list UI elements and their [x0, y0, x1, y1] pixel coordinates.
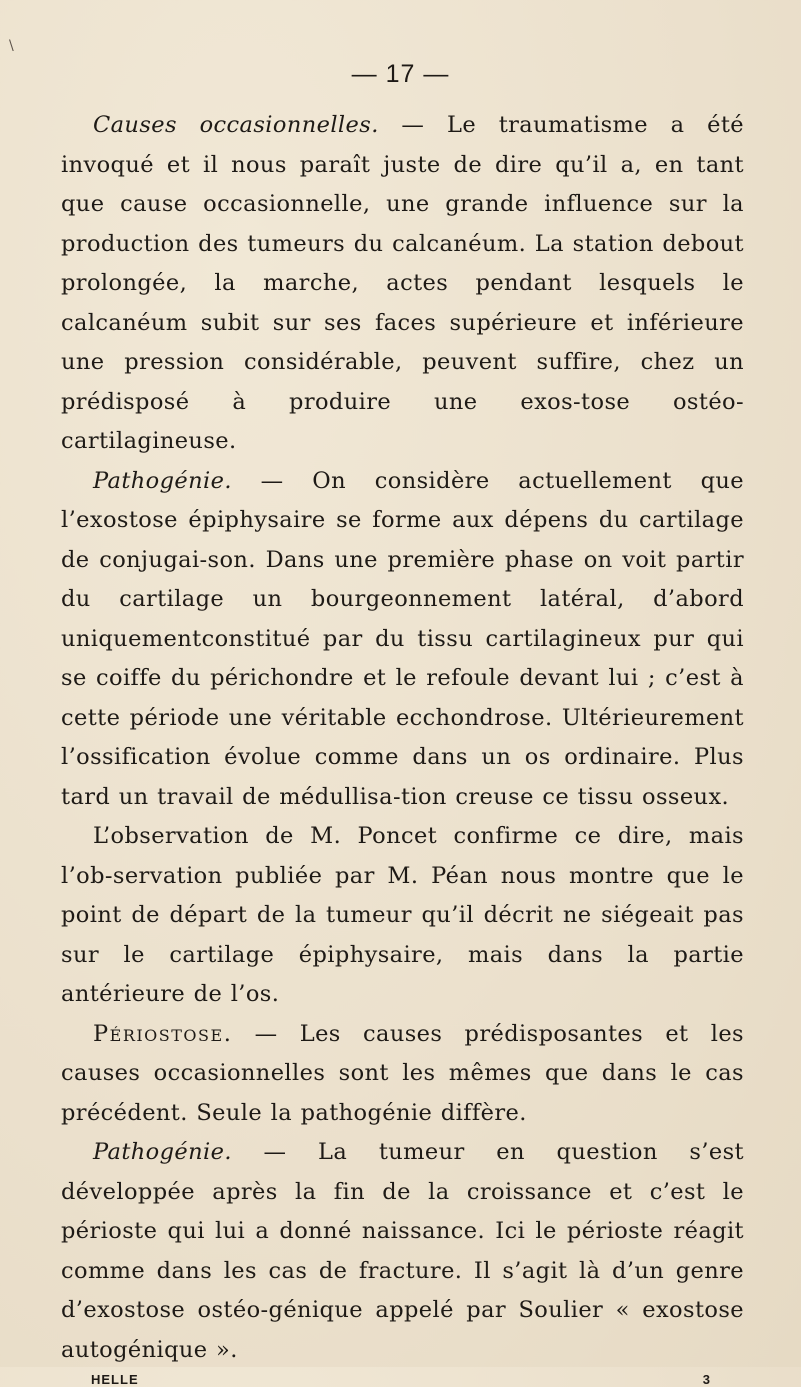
corner-mark: \ [9, 38, 14, 54]
paragraph-heading: Périostose. [93, 1020, 233, 1047]
body-text [61, 106, 744, 1370]
paragraph-body: — On considère actuellement que l’exostose épiphysaire se forme aux dépens du cartilage de conjugai-son. Dans une première phase on voit partir du cartilage un bourgeonnement latéral, d’abord uniquementconstitué par du tissu cartilagineux pur qui se coiffe du périchondre et le refoule devant lui ; c’est à cette période une véritable ecchondrose. Ultérieurement l’ossification évolue comme dans un os ordinaire. Plus tard un travail de médullisa-tion creuse ce tissu osseux. [61, 467, 744, 810]
paragraph-body: — Les causes prédisposantes et les causes occasionnelles sont les mêmes que dans le cas précédent. Seule la pathogénie diffère. [61, 1020, 744, 1126]
paragraph-heading: Pathogénie. [93, 467, 232, 494]
page-number: — 17 — [351, 60, 450, 88]
paragraph-periostose [61, 1015, 744, 1134]
paragraph-body: — Le traumatisme a été invoqué et il nous paraît juste de dire qu’il a, en tant que cause occasionnelle, une grande influence sur la production des tumeurs du calcanéum. La station debout prolongée, la marche, actes pendant lesquels le calcanéum subit sur ses faces supérieure et inférieure une pression considérable, peuvent suffire, chez un prédisposé à produire une exos-tose ostéo-cartilagineuse. [61, 112, 744, 454]
paragraph-pathogenie-2 [61, 1133, 744, 1370]
paragraph-heading: Pathogénie. [93, 1139, 232, 1165]
paragraph-observation [61, 817, 744, 1015]
paragraph-causes-occasionnelles [61, 106, 744, 462]
paragraph-body: — La tumeur en question s’est développée après la fin de la croissance et c’est le périoste qui lui a donné naissance. Ici le périoste réagit comme dans les cas de fracture. Il s’agit là d’un genre d’exostose ostéo-génique appelé par Soulier « exostose autogénique ». [61, 1139, 744, 1363]
paragraph-pathogenie-1 [61, 462, 744, 818]
signature-mark: HELLE [91, 1372, 139, 1387]
paragraph-body: L’observation de M. Poncet confirme ce dire, mais l’ob-servation publiée par M. Péan nous montre que le point de départ de la tumeur qu’il décrit ne siégeait pas sur le cartilage épiphysaire, mais dans la partie antérieure de l’os. [61, 823, 744, 1007]
paragraph-heading: Causes occasionnelles. [93, 112, 379, 138]
signature-number: 3 [702, 1372, 711, 1387]
